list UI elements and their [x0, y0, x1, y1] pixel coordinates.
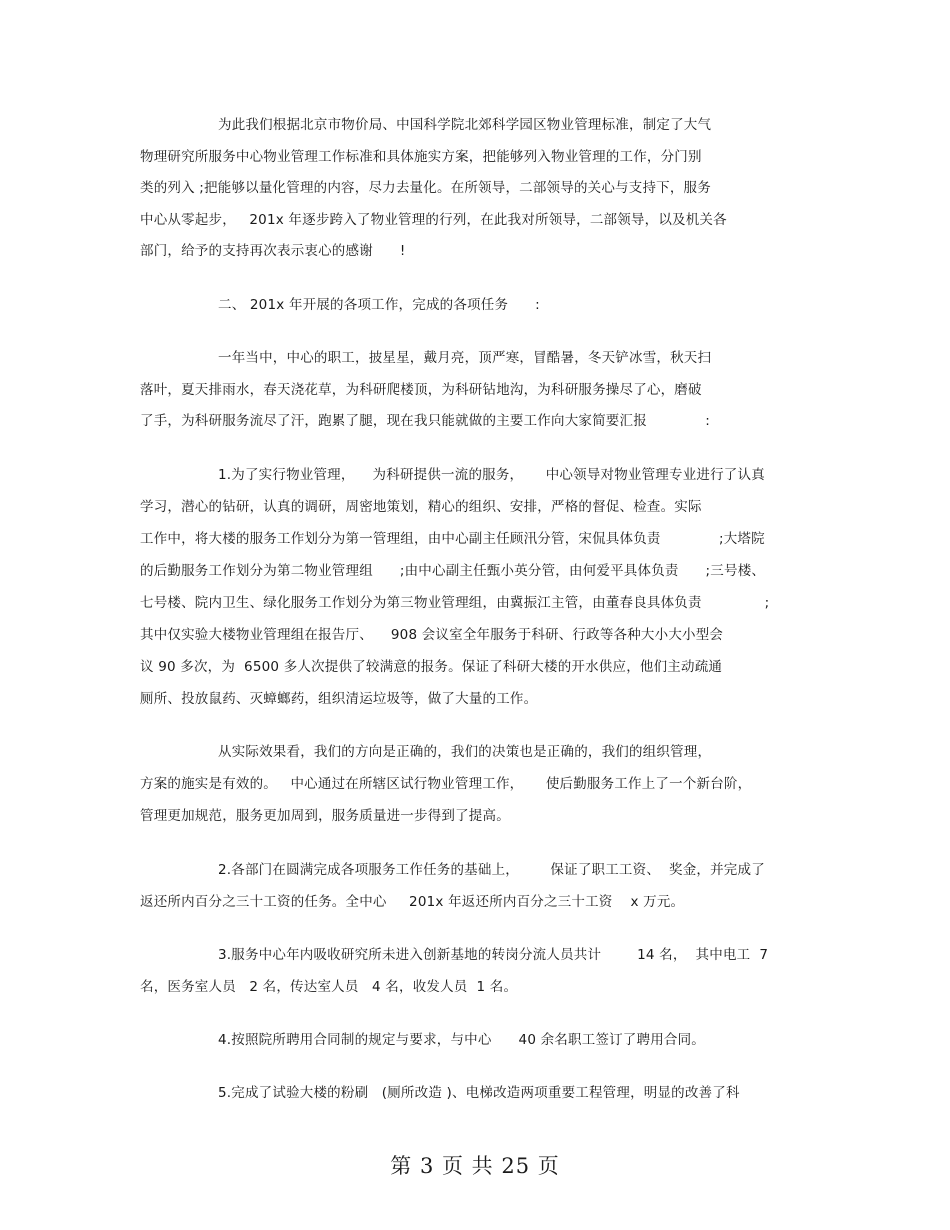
page-footer: 第 3 页 共 25 页	[390, 1154, 560, 1178]
text-line: 从实际效果看，我们的方向是正确的，我们的决策也是正确的，我们的组织管理，	[218, 744, 712, 760]
text-line: 管理更加规范，服务更加周到，服务质量进一步得到了提高。	[140, 808, 510, 824]
text-line: 的后勤服务工作划分为第二物业管理组 ;由中心副主任甄小英分管，由何爱平具体负责 ;三号楼、	[140, 563, 766, 579]
text-line: 为此我们根据北京市物价局、中国科学院北郊科学园区物业管理标准，制定了大气	[218, 117, 712, 133]
text-line: 部门，给予的支持再次表示衷心的感谢 !	[140, 243, 406, 259]
text-line: 七号楼、院内卫生、绿化服务工作划分为第三物业管理组，由冀振江主管，由董春良具体负责 ;	[140, 595, 770, 611]
text-line: 4.按照院所聘用合同制的规定与要求，与中心 40 余名职工签订了聘用合同。	[218, 1032, 705, 1048]
text-line: 中心从零起步， 201x 年逐步跨入了物业管理的行列，在此我对所领导，二部领导，以及机关各	[140, 212, 727, 228]
text-line: 2.各部门在圆满完成各项服务工作任务的基础上， 保证了职工工资、 奖金，并完成了	[218, 862, 765, 878]
text-line: 议 90 多次，为 6500 多人次提供了较满意的报务。保证了科研大楼的开水供应，他们主动疏通	[140, 659, 723, 675]
text-line: 其中仅实验大楼物业管理组在报告厅、 908 会议室全年服务于科研、行政等各种大小大小型会	[140, 627, 724, 643]
text-line: 方案的施实是有效的。 中心通过在所辖区试行物业管理工作， 使后勤服务工作上了一个新台阶，	[140, 776, 752, 792]
text-line: 工作中，将大楼的服务工作划分为第一管理组，由中心副主任顾汛分管，宋侃具体负责 ;大塔院	[140, 531, 765, 547]
text-line: 厕所、投放鼠药、灭蟑螂药，组织清运垃圾等，做了大量的工作。	[140, 691, 538, 707]
text-line: 学习，潜心的钻研，认真的调研，周密地策划，精心的组织、安排，严格的督促、检查。实际	[140, 499, 702, 515]
text-line: 了手，为科研服务流尽了汗，跑累了腿，现在我只能就做的主要工作向大家简要汇报 :	[140, 413, 711, 429]
text-line: 名，医务室人员 2 名，传达室人员 4 名，收发人员 1 名。	[140, 979, 518, 995]
text-line: 落叶，夏天排雨水，春天浇花草，为科研爬楼顶，为科研钻地沟，为科研服务操尽了心，磨破	[140, 382, 702, 398]
text-line: 一年当中，中心的职工，披星星，戴月亮，顶严寒，冒酷暑，冬天铲冰雪，秋天扫	[218, 350, 712, 366]
text-line: 1.为了实行物业管理， 为科研提供一流的服务， 中心领导对物业管理专业进行了认真	[218, 467, 765, 483]
text-line: 类的列入 ;把能够以量化管理的内容，尽力去量化。在所领导，二部领导的关心与支持下，服务	[140, 180, 711, 196]
text-line: 5.完成了试验大楼的粉刷 (厕所改造 )、电梯改造两项重要工程管理，明显的改善了科	[218, 1085, 740, 1101]
text-line: 返还所内百分之三十工资的任务。全中心 201x 年返还所内百分之三十工资 x 万元。	[140, 894, 685, 910]
text-line: 3.服务中心年内吸收研究所未进入创新基地的转岗分流人员共计 14 名， 其中电工 7	[218, 947, 769, 963]
section-heading: 二、 201x 年开展的各项工作，完成的各项任务 :	[218, 297, 540, 313]
text-line: 物理研究所服务中心物业管理工作标准和具体施实方案，把能够列入物业管理的工作，分门别	[140, 149, 702, 165]
